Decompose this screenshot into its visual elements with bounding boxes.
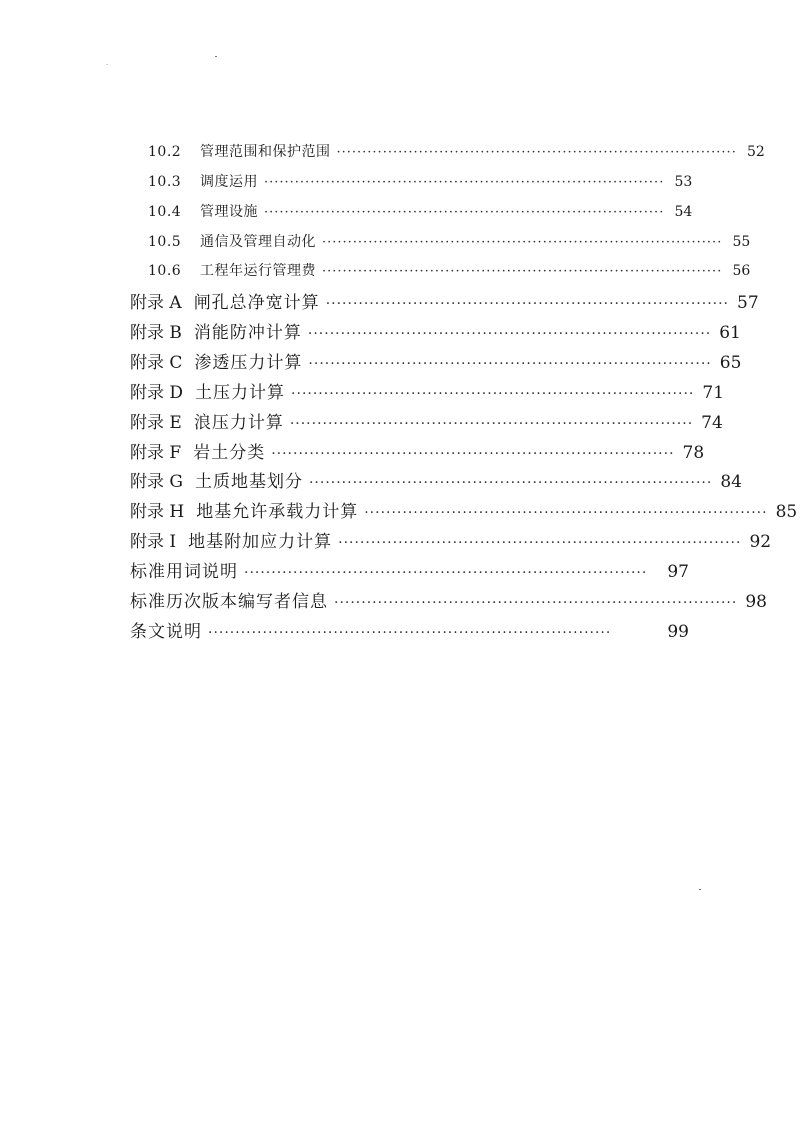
- toc-entry-number: 附录 C: [130, 353, 183, 373]
- toc-entry[interactable]: [130, 467, 742, 492]
- toc-entry-page: 98: [745, 592, 767, 612]
- toc-entry[interactable]: [130, 348, 742, 373]
- toc-entry[interactable]: [130, 318, 741, 343]
- toc-entry-title: 浪压力计算: [193, 413, 284, 433]
- toc-entry-page: 54: [674, 204, 693, 220]
- toc-dot-leader: ··········································································: [334, 595, 738, 611]
- toc-dot-leader: ··············································································: [264, 205, 665, 220]
- toc-entry-title: 标准历次版本编写者信息: [130, 592, 328, 612]
- toc-dot-leader: ··············································································: [264, 175, 665, 190]
- scan-speck: [215, 56, 217, 57]
- scan-speck: [699, 889, 701, 890]
- toc-entry-page: 61: [719, 323, 741, 343]
- toc-entry-number: 附录 H: [130, 502, 185, 522]
- toc-entry-number: 10.2: [148, 144, 182, 160]
- toc-entry-title: 渗透压力计算: [194, 353, 303, 373]
- toc-entry[interactable]: [130, 408, 723, 433]
- toc-dot-leader: ··········································································: [208, 625, 612, 641]
- toc-entry-page: 57: [737, 293, 759, 313]
- toc-dot-leader: ··········································································: [307, 326, 712, 342]
- toc-entry-number: 10.3: [148, 174, 182, 190]
- toc-entry-page: 97: [667, 562, 689, 582]
- toc-entry[interactable]: [130, 438, 705, 463]
- toc-entry[interactable]: [148, 201, 693, 221]
- toc-entry-title: 土质地基划分: [194, 472, 303, 492]
- toc-dot-leader: ··········································································: [308, 356, 712, 372]
- toc-entry-page: 71: [702, 383, 725, 403]
- toc-entry-page: 65: [719, 353, 742, 373]
- toc-entry-title: 闸孔总净宽计算: [193, 293, 320, 313]
- toc-entry[interactable]: [130, 527, 772, 552]
- toc-entry[interactable]: [148, 231, 751, 251]
- toc-entry-page: 78: [682, 443, 705, 463]
- toc-dot-leader: ··············································································: [322, 264, 723, 279]
- toc-entry[interactable]: [148, 260, 751, 280]
- scan-speck: [106, 64, 108, 65]
- toc-entry-title: 土压力计算: [195, 383, 286, 403]
- toc-entry-title: 管理设施: [200, 204, 258, 220]
- toc-entry-page: 99: [667, 622, 689, 642]
- toc-entry-title: 标准用词说明: [130, 562, 238, 582]
- toc-entry-title: 消能防冲计算: [193, 323, 302, 343]
- toc-entry-title: 管理范围和保护范围: [200, 144, 331, 160]
- toc-entry-number: 10.5: [148, 234, 182, 250]
- toc-entry-page: 85: [775, 502, 798, 522]
- toc-dot-leader: ··········································································: [338, 535, 742, 551]
- toc-entry-title: 条文说明: [130, 622, 202, 642]
- toc-entry-number: 附录 G: [130, 472, 183, 492]
- toc-entry-title: 地基允许承载力计算: [196, 502, 359, 522]
- toc-entry-title: 通信及管理自动化: [200, 234, 316, 250]
- toc-dot-leader: ··············································································: [322, 235, 723, 250]
- toc-entry-number: 10.4: [148, 204, 182, 220]
- toc-dot-leader: ··········································································: [271, 446, 675, 462]
- toc-dot-leader: ··········································································: [308, 475, 713, 491]
- toc-entry-number: 附录 D: [130, 383, 184, 403]
- toc-entry-page: 74: [701, 413, 723, 433]
- toc-entry[interactable]: [130, 378, 725, 403]
- toc-entry-page: 92: [749, 532, 772, 552]
- toc-dot-leader: ··········································································: [289, 416, 694, 432]
- toc-dot-leader: ··········································································: [364, 505, 768, 521]
- toc-entry-title: 地基附加应力计算: [188, 532, 333, 552]
- toc-dot-leader: ··········································································: [244, 565, 648, 581]
- toc-entry-page: 84: [720, 472, 742, 492]
- toc-entry-number: 10.6: [148, 263, 182, 279]
- toc-entry-number: 附录 F: [130, 443, 182, 463]
- toc-entry-number: 附录 I: [130, 532, 177, 552]
- toc-entry-page: 53: [674, 174, 693, 190]
- toc-entry-title: 岩土分类: [193, 443, 266, 463]
- toc-entry[interactable]: [148, 171, 693, 191]
- toc-entry[interactable]: [130, 557, 689, 582]
- toc-entry[interactable]: [148, 141, 765, 161]
- toc-entry[interactable]: [130, 617, 689, 642]
- toc-dot-leader: ··········································································: [325, 296, 730, 312]
- toc-entry-page: 56: [732, 263, 751, 279]
- toc-dot-leader: ··············································································: [336, 145, 737, 160]
- toc-entry-number: 附录 B: [130, 323, 182, 343]
- toc-entry-title: 调度运用: [200, 174, 258, 190]
- toc-entry-number: 附录 A: [130, 293, 182, 313]
- toc-entry-title: 工程年运行管理费: [200, 263, 316, 279]
- toc-dot-leader: ··········································································: [291, 386, 695, 402]
- toc-entry[interactable]: [130, 497, 798, 522]
- toc-entry[interactable]: [130, 587, 767, 612]
- toc-entry-number: 附录 E: [130, 413, 182, 433]
- toc-entry-page: 52: [747, 144, 765, 160]
- toc-entry-page: 55: [732, 234, 751, 250]
- toc-entry[interactable]: [130, 288, 759, 313]
